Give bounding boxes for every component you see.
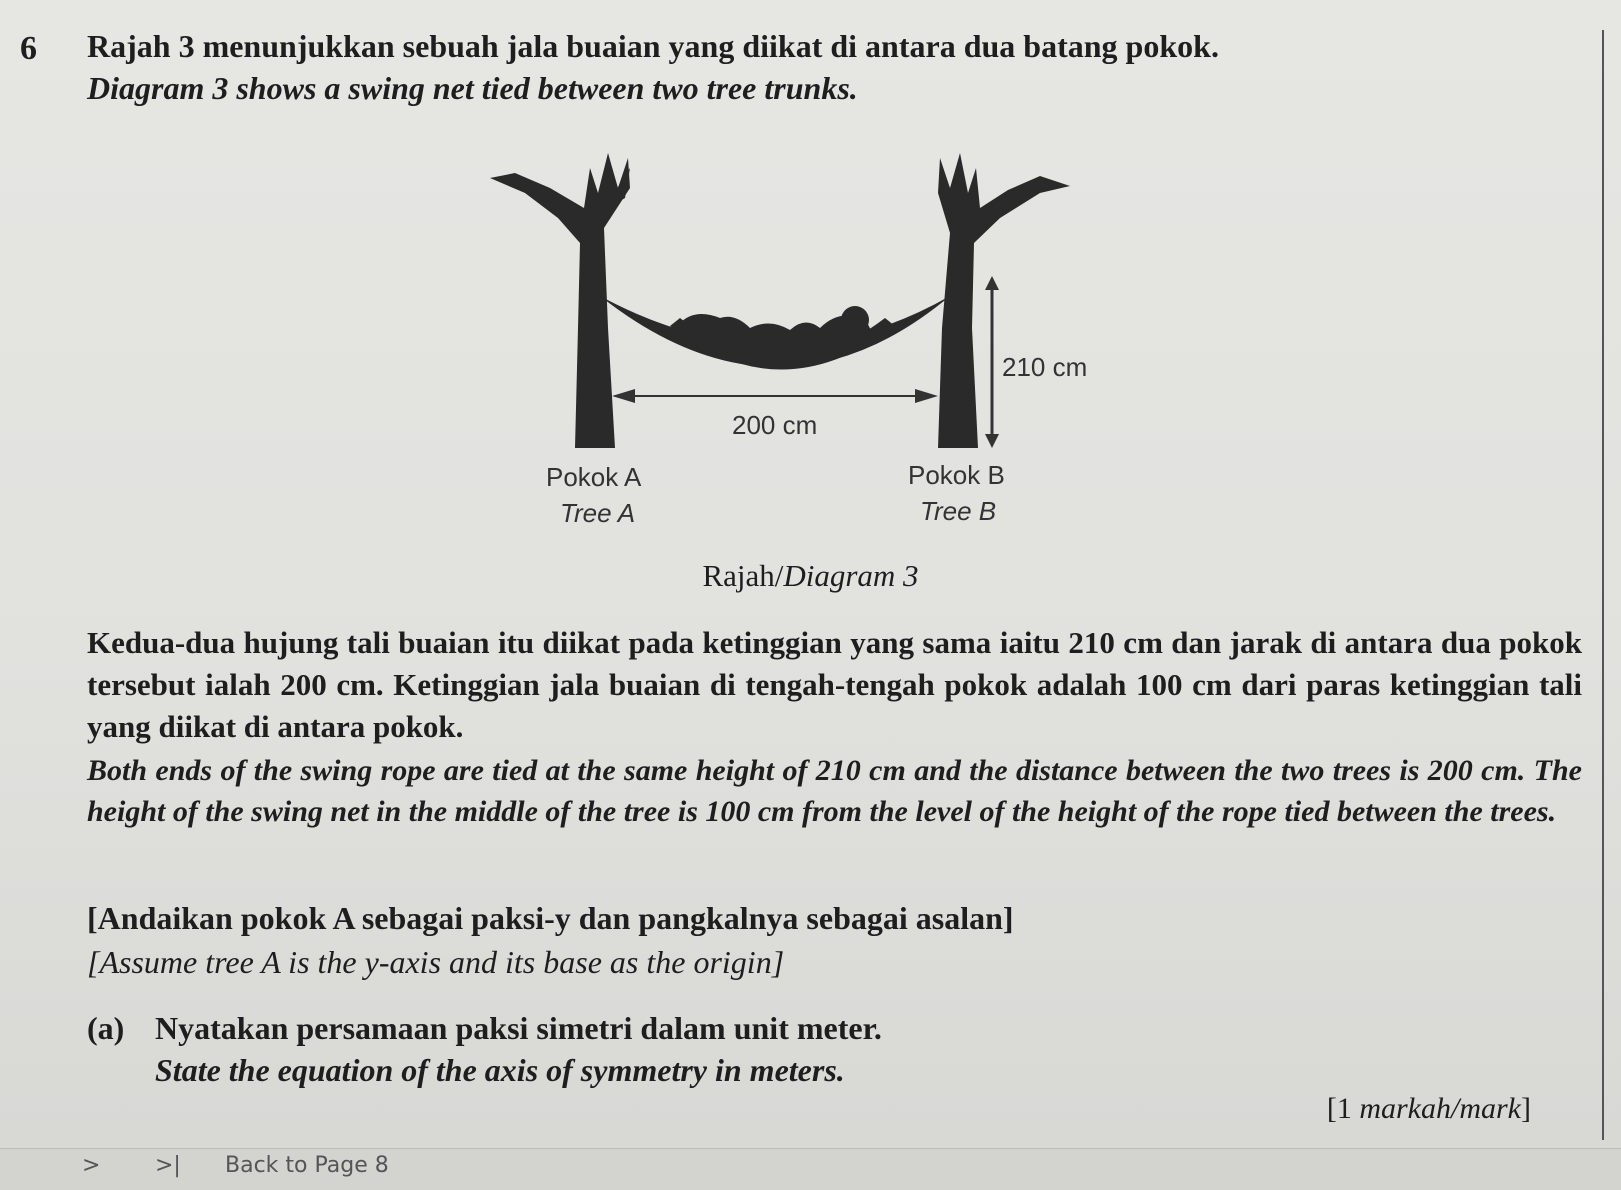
tree-a-illustration: [490, 153, 630, 448]
question-number: 6: [20, 30, 37, 67]
page-navigation-bar: [0, 1148, 1621, 1190]
height-label: 210 cm: [1002, 352, 1088, 382]
marks-allocation: [1 markah/mark]: [1326, 1092, 1531, 1125]
marks-label: markah/mark: [1359, 1092, 1521, 1125]
problem-text-malay: Kedua-dua hujung tali buaian itu diikat pada ketinggian yang sama iaitu 210 cm dan jarak di antara dua pokok tersebut ialah 200 cm. Ketinggian jala buaian di tengah-tengah pokok adalah 100 cm dari paras ketinggian tali yang diikat di antara pokok.: [87, 625, 1582, 744]
part-a-label: (a): [87, 1010, 125, 1046]
diagram-caption-english: Diagram 3: [783, 558, 919, 593]
question-title-malay: Rajah 3 menunjukkan sebuah jala buaian yang diikat di antara dua batang pokok.: [87, 28, 1219, 64]
tree-b-label-malay: Pokok B: [908, 460, 1005, 490]
problem-text-english: Both ends of the swing rope are tied at the same height of 210 cm and the distance between the two trees is 200 cm. The height of the swing net in the middle of the tree is 100 cm from the level of the height of the rope tied between the trees.: [87, 754, 1582, 828]
tree-a-label-english: Tree A: [560, 498, 636, 528]
question-title-english: Diagram 3 shows a swing net tied between two tree trunks.: [87, 70, 858, 106]
diagram-caption-malay: Rajah/: [702, 558, 784, 593]
back-to-page-link[interactable]: Back to Page 8: [225, 1153, 389, 1178]
tree-b-illustration: [938, 153, 1070, 448]
tree-b-label-english: Tree B: [920, 496, 997, 526]
hammock-diagram: [480, 148, 1120, 588]
width-label: 200 cm: [732, 410, 818, 440]
last-page-button[interactable]: >|: [155, 1153, 181, 1178]
diagram-caption: [0, 558, 1621, 594]
assumption-english: [Assume tree A is the y-axis and its base as the origin]: [87, 944, 785, 980]
tree-a-label-malay: Pokok A: [546, 462, 642, 492]
next-page-button[interactable]: >: [82, 1153, 101, 1178]
part-a-question-english: State the equation of the axis of symmetry in meters.: [155, 1052, 845, 1088]
part-a-question-malay: Nyatakan persamaan paksi simetri dalam unit meter.: [155, 1010, 882, 1046]
assumption-malay: [Andaikan pokok A sebagai paksi-y dan pangkalnya sebagai asalan]: [87, 900, 1014, 936]
